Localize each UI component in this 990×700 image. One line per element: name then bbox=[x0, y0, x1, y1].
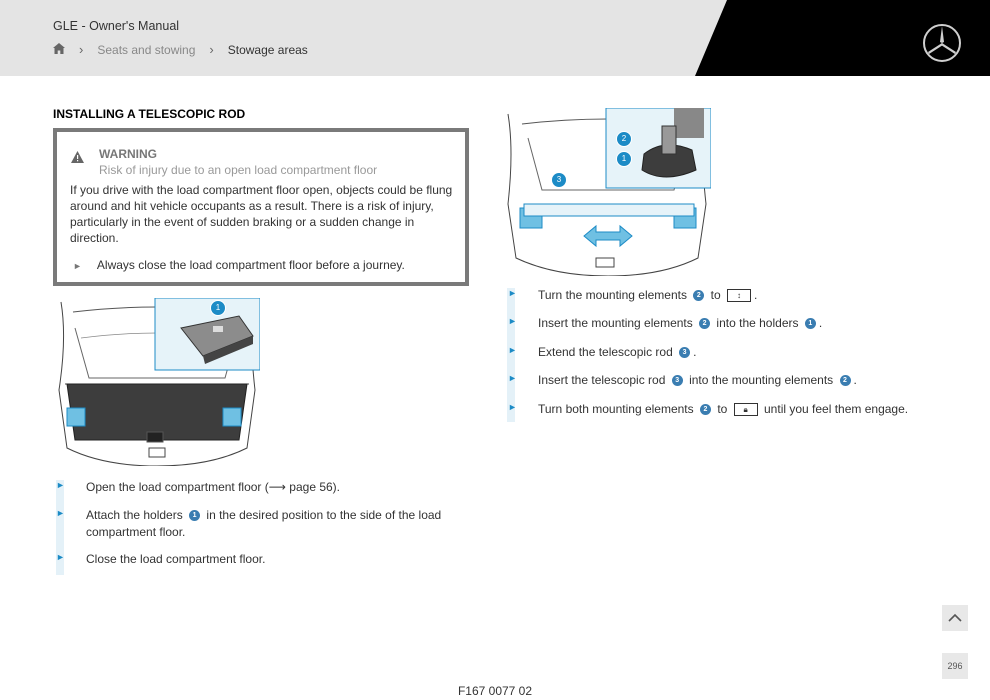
step-text-mid: to bbox=[713, 402, 731, 416]
callout-badge: 3 bbox=[672, 375, 683, 386]
step-text-post: until you feel them engage. bbox=[760, 402, 909, 416]
callout-1: 1 bbox=[210, 300, 226, 316]
bullet-arrow-icon: ► bbox=[508, 288, 517, 298]
warning-body: If you drive with the load compartment floor open, objects could be flung around and hit vehicle occupants as a result. There is a risk of injury, particularly in the event of sudden braking or a sudden change in direction. bbox=[70, 183, 453, 245]
callout-1: 1 bbox=[616, 151, 632, 167]
bullet-arrow-icon: ► bbox=[56, 552, 65, 562]
step-text-post: . bbox=[693, 345, 697, 359]
callout-badge: 2 bbox=[699, 318, 710, 329]
step-text-post: . bbox=[853, 373, 857, 387]
step-text bbox=[538, 401, 908, 418]
callout-badge: 3 bbox=[679, 347, 690, 358]
bullet-arrow-icon: ► bbox=[508, 402, 517, 412]
step-text-mid: to bbox=[707, 288, 724, 302]
callout-badge: 1 bbox=[805, 318, 816, 329]
manual-title: GLE - Owner's Manual bbox=[53, 19, 180, 33]
warning-subheading: Risk of injury due to an open load compartment floor bbox=[99, 163, 378, 177]
mercedes-star-logo bbox=[922, 23, 962, 68]
bullet-arrow-icon: ► bbox=[508, 373, 517, 383]
bullet-arrow-icon: ► bbox=[508, 345, 517, 355]
step-text-mid: into the holders bbox=[713, 316, 802, 330]
scroll-to-top-button[interactable] bbox=[942, 605, 968, 631]
callout-badge: 2 bbox=[693, 290, 704, 301]
warning-box bbox=[53, 128, 469, 286]
step-text-pre: Attach the holders bbox=[86, 508, 187, 522]
step-text bbox=[86, 507, 441, 541]
callout-2: 2 bbox=[616, 131, 632, 147]
step-text-mid: into the mounting elements bbox=[685, 373, 837, 387]
page-number: 296 bbox=[942, 653, 968, 679]
step-text bbox=[538, 372, 857, 389]
chevron-up-icon bbox=[942, 605, 968, 631]
step-text-pre: Turn the mounting elements bbox=[538, 288, 691, 302]
chevron-right-icon: › bbox=[79, 42, 84, 57]
breadcrumb-current: Stowage areas bbox=[227, 42, 308, 57]
section-title: INSTALLING A TELESCOPIC ROD bbox=[53, 107, 246, 121]
step-text-pre: Insert the telescopic rod bbox=[538, 373, 669, 387]
callout-badge: 2 bbox=[700, 404, 711, 415]
chevron-right-icon: › bbox=[209, 42, 214, 57]
step-text bbox=[538, 344, 696, 361]
bullet-arrow-icon: ► bbox=[56, 508, 65, 518]
step-text: Open the load compartment floor (⟶ page 56). bbox=[86, 480, 341, 494]
bullet-arrow-icon: ► bbox=[73, 261, 82, 271]
steps-right bbox=[508, 287, 948, 427]
bullet-arrow-icon: ► bbox=[508, 316, 517, 326]
lock-position-icon: 🔒︎ bbox=[734, 403, 758, 416]
warning-bullet-text: Always close the load compartment floor before a journey. bbox=[96, 258, 405, 272]
illustration-telescopic-rod bbox=[504, 108, 711, 276]
breadcrumb bbox=[53, 42, 308, 57]
callout-3: 3 bbox=[551, 172, 567, 188]
step-text bbox=[538, 315, 822, 332]
steps-left bbox=[56, 479, 476, 579]
figure-code: F167 0077 02 bbox=[457, 684, 533, 698]
illustration-holders bbox=[53, 298, 260, 466]
unlock-position-icon: ↕ bbox=[727, 289, 751, 302]
warning-icon bbox=[71, 150, 84, 168]
callout-badge: 1 bbox=[189, 510, 200, 521]
step-text bbox=[538, 287, 757, 304]
step-text-post: . bbox=[818, 316, 823, 330]
step-text-line2: compartment floor. bbox=[86, 525, 186, 539]
warning-bullet bbox=[73, 258, 405, 272]
home-icon[interactable] bbox=[53, 43, 65, 57]
callout-badge: 2 bbox=[840, 375, 851, 386]
step-text-post: . bbox=[754, 288, 758, 302]
bullet-arrow-icon: ► bbox=[56, 480, 65, 490]
breadcrumb-link-seats[interactable]: Seats and stowing bbox=[97, 42, 196, 57]
step-text-pre: Insert the mounting elements bbox=[538, 316, 697, 330]
step-text-pre: Turn both mounting elements bbox=[538, 402, 697, 416]
step-text-pre: Extend the telescopic rod bbox=[538, 345, 677, 359]
step-text: Close the load compartment floor. bbox=[86, 552, 266, 566]
header-bar bbox=[0, 0, 990, 76]
warning-heading: WARNING bbox=[99, 147, 157, 161]
step-text-post: in the desired position to the side of the load bbox=[203, 508, 442, 522]
